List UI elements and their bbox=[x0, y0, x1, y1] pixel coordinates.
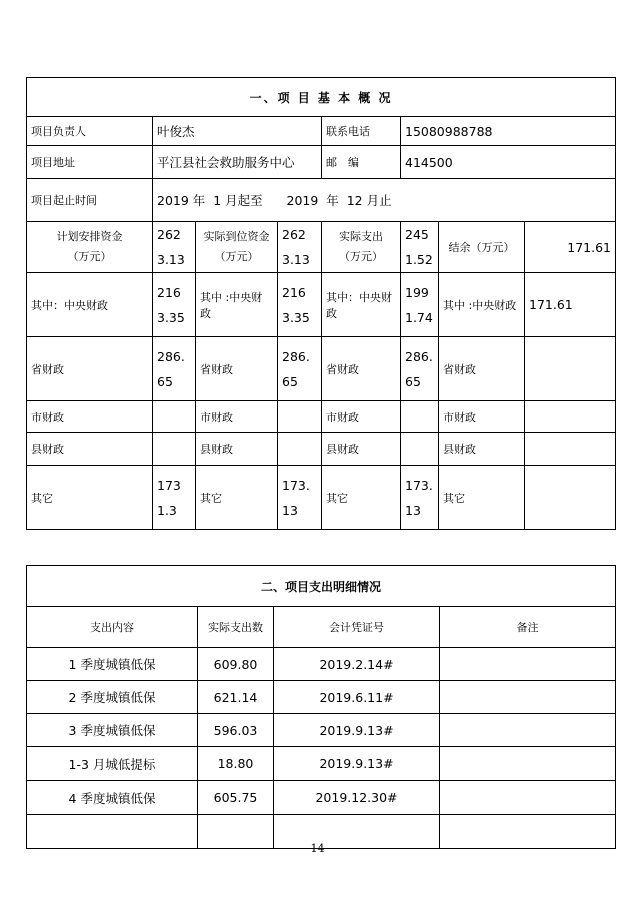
county-received-value bbox=[278, 433, 322, 466]
other-balance-value bbox=[525, 466, 616, 530]
header-voucher: 会计凭证号 bbox=[274, 607, 440, 648]
central-funds-label: 其中 :中央财政 bbox=[196, 273, 278, 337]
other-funds-label: 其它 bbox=[439, 466, 525, 530]
balance-value: 171.61 bbox=[525, 222, 616, 273]
planned-funds-value: 2623.13 bbox=[153, 222, 196, 273]
expense-amount: 605.75 bbox=[198, 781, 274, 815]
expense-voucher: 2019.9.13# bbox=[274, 714, 440, 747]
provincial-funds-label: 省财政 bbox=[27, 337, 153, 401]
period-value: 2019 年 1 月起至 2019 年 12 月止 bbox=[153, 179, 616, 222]
header-note: 备注 bbox=[440, 607, 616, 648]
table-row bbox=[27, 681, 616, 714]
expense-content: 3 季度城镇低保 bbox=[27, 714, 198, 747]
county-funds-label: 县财政 bbox=[27, 433, 153, 466]
central-balance-value: 171.61 bbox=[525, 273, 616, 337]
other-funds-label: 其它 bbox=[322, 466, 401, 530]
expense-content: 4 季度城镇低保 bbox=[27, 781, 198, 815]
spent-funds-label: 实际支出 （万元） bbox=[322, 222, 401, 273]
address-label: 项目地址 bbox=[27, 146, 153, 179]
provincial-balance-value bbox=[525, 337, 616, 401]
other-spent-value: 173.13 bbox=[401, 466, 439, 530]
city-funds-label: 市财政 bbox=[196, 401, 278, 433]
central-planned-value: 2163.35 bbox=[153, 273, 196, 337]
provincial-funds-label: 省财政 bbox=[196, 337, 278, 401]
table-row bbox=[27, 401, 616, 433]
expense-voucher: 2019.6.11# bbox=[274, 681, 440, 714]
header-amount: 实际支出数 bbox=[198, 607, 274, 648]
expense-content: 2 季度城镇低保 bbox=[27, 681, 198, 714]
county-funds-label: 县财政 bbox=[196, 433, 278, 466]
section-title-basic: 一、项 目 基 本 概 况 bbox=[27, 78, 616, 117]
phone-value: 15080988788 bbox=[401, 117, 616, 146]
period-label: 项目起止时间 bbox=[27, 179, 153, 222]
leader-label: 项目负责人 bbox=[27, 117, 153, 146]
provincial-spent-value: 286.65 bbox=[401, 337, 439, 401]
postcode-label: 邮 编 bbox=[322, 146, 401, 179]
expense-content: 1-3 月城低提标 bbox=[27, 747, 198, 781]
table-row bbox=[27, 747, 616, 781]
provincial-received-value: 286.65 bbox=[278, 337, 322, 401]
section-title-detail: 二、项目支出明细情况 bbox=[27, 566, 616, 607]
city-planned-value bbox=[153, 401, 196, 433]
city-received-value bbox=[278, 401, 322, 433]
central-spent-value: 1991.74 bbox=[401, 273, 439, 337]
expense-note bbox=[440, 714, 616, 747]
county-planned-value bbox=[153, 433, 196, 466]
spent-funds-value: 2451.52 bbox=[401, 222, 439, 273]
city-funds-label: 市财政 bbox=[439, 401, 525, 433]
expense-amount: 609.80 bbox=[198, 648, 274, 681]
balance-label: 结余（万元） bbox=[439, 222, 525, 273]
expense-note bbox=[440, 648, 616, 681]
other-funds-label: 其它 bbox=[196, 466, 278, 530]
central-funds-label: 其中：中央财政 bbox=[27, 273, 153, 337]
postcode-value: 414500 bbox=[401, 146, 616, 179]
expense-voucher: 2019.2.14# bbox=[274, 648, 440, 681]
planned-funds-label: 计划安排资金 （万元） bbox=[27, 222, 153, 273]
received-funds-value: 2623.13 bbox=[278, 222, 322, 273]
county-funds-label: 县财政 bbox=[322, 433, 401, 466]
table-row bbox=[27, 433, 616, 466]
table-row bbox=[27, 273, 616, 337]
city-spent-value bbox=[401, 401, 439, 433]
expense-voucher: 2019.9.13# bbox=[274, 747, 440, 781]
central-received-value: 2163.35 bbox=[278, 273, 322, 337]
city-funds-label: 市财政 bbox=[322, 401, 401, 433]
city-funds-label: 市财政 bbox=[27, 401, 153, 433]
leader-value: 叶俊杰 bbox=[153, 117, 322, 146]
table-row bbox=[27, 714, 616, 747]
expense-note bbox=[440, 781, 616, 815]
table-row bbox=[27, 337, 616, 401]
table-row bbox=[27, 781, 616, 815]
county-spent-value bbox=[401, 433, 439, 466]
provincial-funds-label: 省财政 bbox=[322, 337, 401, 401]
table-row bbox=[27, 648, 616, 681]
provincial-planned-value: 286.65 bbox=[153, 337, 196, 401]
other-received-value: 173.13 bbox=[278, 466, 322, 530]
address-value: 平江县社会救助服务中心 bbox=[153, 146, 322, 179]
expense-amount: 18.80 bbox=[198, 747, 274, 781]
expense-amount: 621.14 bbox=[198, 681, 274, 714]
expense-voucher: 2019.12.30# bbox=[274, 781, 440, 815]
expense-note bbox=[440, 747, 616, 781]
received-funds-label: 实际到位资金 （万元） bbox=[196, 222, 278, 273]
central-funds-label: 其中：中央财政 bbox=[322, 273, 401, 337]
expense-amount: 596.03 bbox=[198, 714, 274, 747]
expense-note bbox=[440, 681, 616, 714]
central-funds-label: 其中 :中央财政 bbox=[439, 273, 525, 337]
phone-label: 联系电话 bbox=[322, 117, 401, 146]
header-content: 支出内容 bbox=[27, 607, 198, 648]
expense-content: 1 季度城镇低保 bbox=[27, 648, 198, 681]
page-number: 14 bbox=[310, 842, 325, 855]
expenditure-detail-table bbox=[26, 565, 616, 849]
other-funds-label: 其它 bbox=[27, 466, 153, 530]
provincial-funds-label: 省财政 bbox=[439, 337, 525, 401]
basic-info-table bbox=[26, 77, 616, 530]
county-funds-label: 县财政 bbox=[439, 433, 525, 466]
table-row bbox=[27, 466, 616, 530]
other-planned-value: 1731.3 bbox=[153, 466, 196, 530]
county-balance-value bbox=[525, 433, 616, 466]
city-balance-value bbox=[525, 401, 616, 433]
